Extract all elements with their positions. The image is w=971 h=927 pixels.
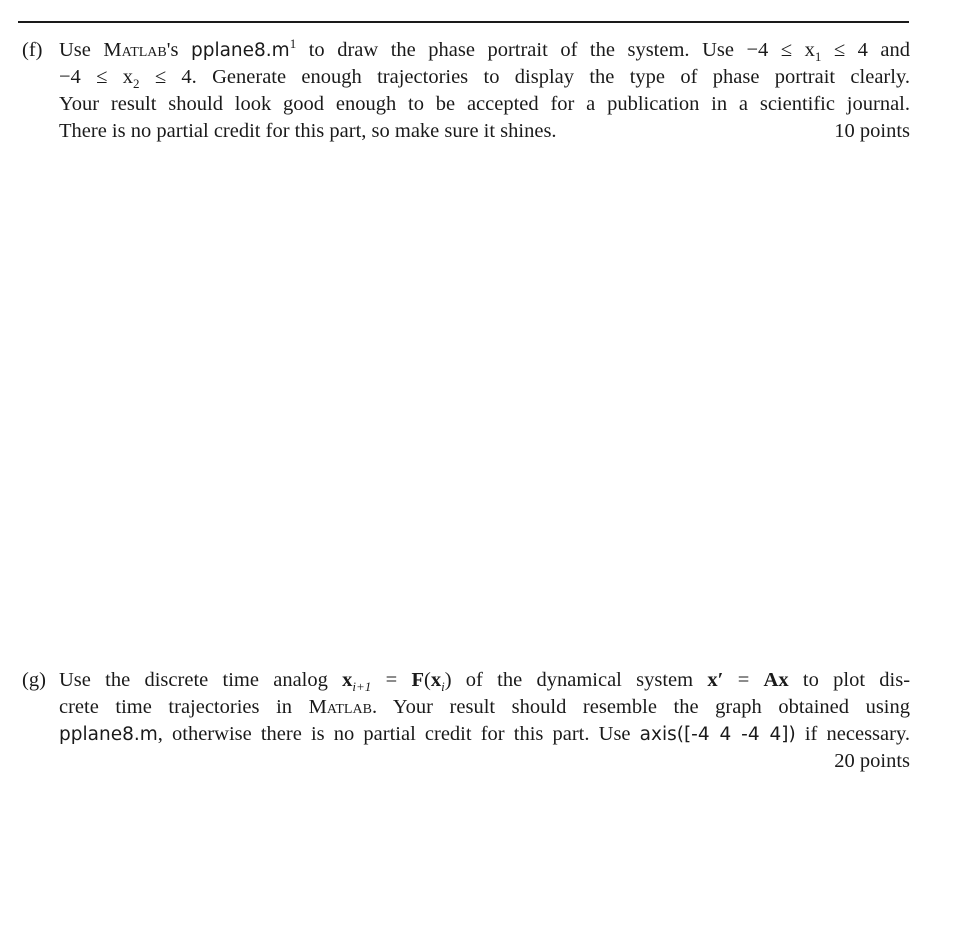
- part-f-line-2: [59, 64, 910, 91]
- matlab-name: Matlab: [308, 696, 372, 718]
- text-span: to draw the phase portrait of the system. Use −4 ≤ x: [296, 39, 815, 61]
- text-span: ≤ 4. Generate enough trajectories to display the type of phase portrait clearly.: [139, 66, 910, 88]
- part-f-line-1: [59, 37, 910, 64]
- text-span: =: [723, 669, 764, 691]
- subscript-i: i: [441, 679, 445, 695]
- x1-subscript: 1: [814, 49, 822, 65]
- part-g-label: (g): [22, 669, 46, 691]
- axis-command: axis([-4 4 -4 4]): [639, 724, 796, 745]
- text-span: (: [423, 669, 431, 691]
- part-f-label: (f): [22, 39, 43, 61]
- Ax-term: Ax: [763, 669, 789, 691]
- footnote-marker: 1: [289, 36, 297, 52]
- part-g-body: [59, 667, 910, 775]
- F-function: F: [411, 669, 424, 691]
- part-g-line-3: [59, 721, 910, 748]
- text-span: ): [444, 669, 452, 691]
- part-g-points: 20 points: [834, 750, 910, 772]
- text-span: −4 ≤ x: [59, 66, 133, 88]
- pplane-filename: pplane8.m: [190, 40, 290, 61]
- pplane-filename: pplane8.m: [59, 724, 158, 745]
- x-vector: x: [342, 669, 353, 691]
- text-span: to plot dis-: [788, 669, 911, 691]
- part-f-points: 10 points: [834, 120, 910, 142]
- text-span: crete time trajectories in: [59, 696, 309, 718]
- text-span: ≤ 4 and: [821, 39, 910, 61]
- text-span: There is no partial credit for this part, so make sure it shines.: [59, 120, 557, 142]
- subscript-i-plus-1: i+1: [352, 679, 372, 695]
- text-span: =: [371, 669, 412, 691]
- text-span: Use: [59, 39, 104, 61]
- problem-part-f: [22, 37, 910, 145]
- part-f-body: [59, 37, 910, 145]
- text-span: , otherwise there is no partial credit for this part. Use: [157, 723, 640, 745]
- text-span: of the dynamical system: [451, 669, 708, 691]
- matlab-name: Matlab: [103, 39, 167, 61]
- text-span: . Your result should resemble the graph obtained using: [371, 696, 910, 718]
- part-g-line-2: [59, 694, 910, 721]
- text-span: if necessary.: [795, 723, 910, 745]
- text-span: 's: [166, 39, 191, 61]
- top-rule: [18, 21, 909, 23]
- x2-subscript: 2: [132, 76, 140, 92]
- part-f-line-4: [59, 118, 910, 145]
- part-g-line-1: [59, 667, 910, 694]
- problem-part-g: [22, 667, 910, 775]
- text-span: Use the discrete time analog: [59, 669, 343, 691]
- part-f-line-3: Your result should look good enough to be accepted for a publication in a scientific journal.: [59, 93, 910, 115]
- x-vector: x: [430, 669, 442, 691]
- x-prime: x′: [707, 669, 724, 691]
